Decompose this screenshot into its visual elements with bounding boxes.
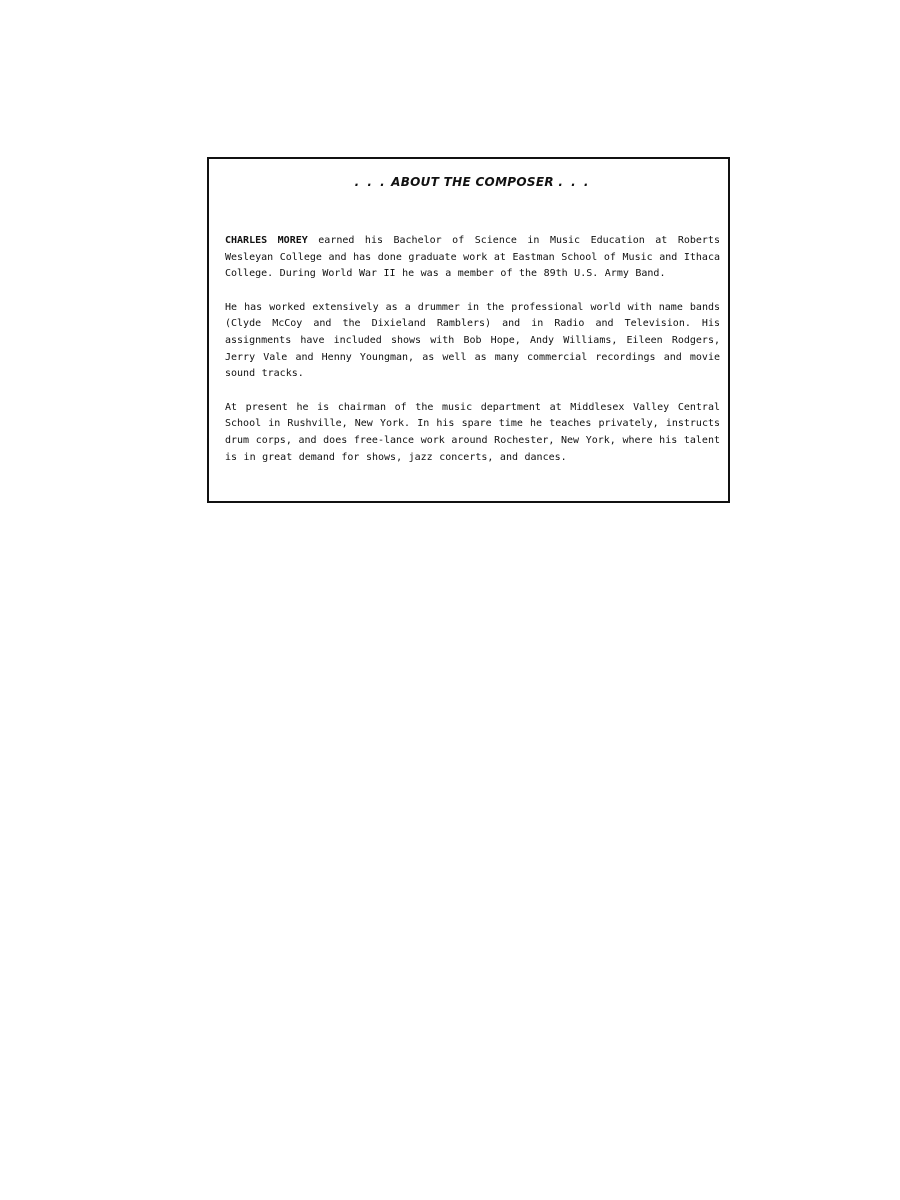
bio-paragraph-education	[225, 233, 720, 283]
title-dots-right: . . .	[558, 175, 591, 189]
about-composer-box	[207, 157, 730, 503]
composer-name: CHARLES MOREY	[225, 235, 308, 246]
education-text: earned his Bachelor of Science in Music Education at Roberts Wesleyan College and has done graduate work at Eastman School of Music and Ithaca College. During World War II he was a member of the 89th U.S. Army Band.	[225, 235, 720, 280]
bio-paragraph-career: He has worked extensively as a drummer in the professional world with name bands (Clyde McCoy and the Dixieland Ramblers) and in Radio and Television. His assignments have included shows with Bob Hope, Andy Williams, Eileen Rodgers, Jerry Vale and Henny Youngman, as well as many commercial recordings and movie sound tracks.	[225, 301, 720, 380]
title-text: ABOUT THE COMPOSER	[391, 175, 554, 189]
title-dots-left: . . .	[354, 175, 387, 189]
about-composer-title	[225, 173, 720, 191]
bio-paragraph-present: At present he is chairman of the music department at Middlesex Valley Central School in Rushville, New York. In his spare time he teaches privately, instructs drum corps, and does free-lance work around Rochester, New York, where his talent is in great demand for shows, jazz concerts, and dances.	[225, 401, 720, 463]
